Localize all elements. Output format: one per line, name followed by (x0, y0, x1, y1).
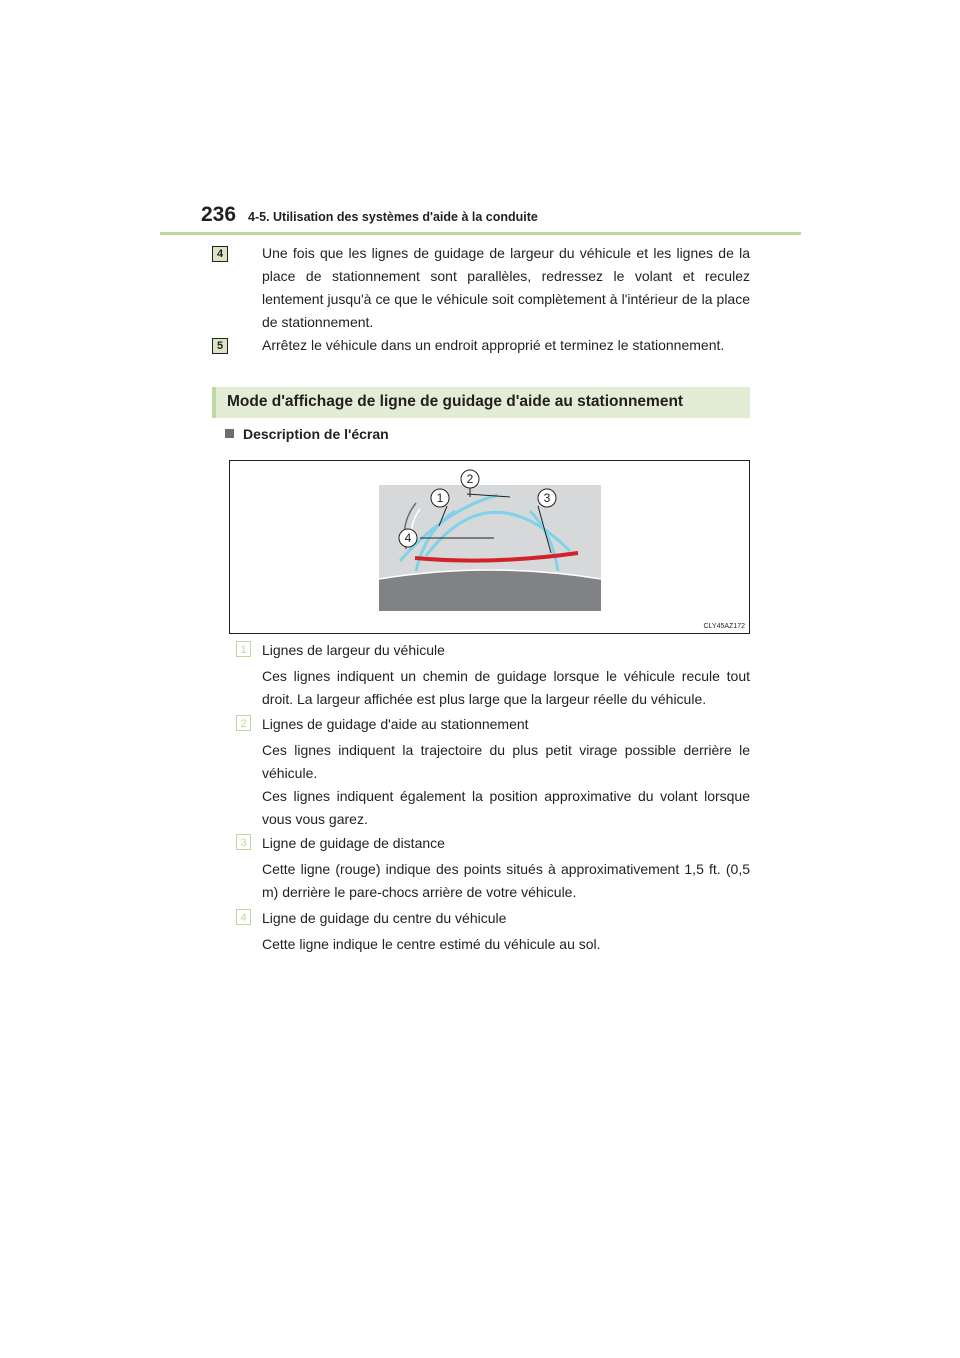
item-title: Lignes de guidage d'aide au stationnement (262, 716, 529, 732)
section-heading: Mode d'affichage de ligne de guidage d'aide au stationnement (227, 393, 684, 410)
step-4 (212, 242, 750, 334)
step-5 (212, 334, 750, 357)
subheading-text: Description de l'écran (243, 426, 389, 442)
bumper-shape (379, 570, 601, 611)
step-number: 4 (212, 246, 228, 262)
section-title: 4-5. Utilisation des systèmes d'aide à la conduite (248, 210, 538, 224)
item-1 (236, 639, 750, 711)
header-divider (160, 232, 801, 235)
item-number: 1 (236, 641, 251, 657)
figure-code: CLY45AZ172 (703, 623, 745, 630)
item-4 (236, 907, 750, 956)
item-number: 4 (236, 909, 251, 925)
camera-screen-illustration (230, 461, 751, 635)
item-number: 3 (236, 834, 251, 850)
callout-label-2: 2 (466, 472, 474, 486)
callout-label-4: 4 (404, 531, 412, 545)
item-number: 2 (236, 715, 251, 731)
section-heading-box (212, 387, 750, 418)
item-description: Cette ligne (rouge) indique des points situés à approximativement 1,5 ft. (0,5 m) derrière le pare-chocs arrière de votre véhicule. (262, 861, 750, 900)
step-number: 5 (212, 338, 228, 354)
item-title: Ligne de guidage du centre du véhicule (262, 910, 507, 926)
item-description: Cette ligne indique le centre estimé du véhicule au sol. (262, 936, 601, 952)
item-description-2: Ces lignes indiquent également la position approximative du volant lorsque vous vous garez. (262, 788, 750, 827)
item-title: Lignes de largeur du véhicule (262, 642, 445, 658)
callout-label-1: 1 (436, 491, 444, 505)
subheading (225, 426, 389, 442)
bullet-square-icon (225, 429, 234, 438)
item-title: Ligne de guidage de distance (262, 835, 445, 851)
page-number: 236 (201, 203, 237, 226)
step-text: Une fois que les lignes de guidage de largeur du véhicule et les lignes de la place de stationnement sont parallèles, redressez le volant et reculez lentement jusqu'à ce que le véhicule soit complètement à l'intérieur de la place de stationnement. (262, 245, 750, 330)
step-text: Arrêtez le véhicule dans un endroit approprié et terminez le stationnement. (262, 337, 725, 353)
item-description: Ces lignes indiquent un chemin de guidage lorsque le véhicule recule tout droit. La largeur affichée est plus large que la largeur réelle du véhicule. (262, 668, 750, 707)
item-description: Ces lignes indiquent la trajectoire du plus petit virage possible derrière le véhicule. (262, 742, 750, 781)
item-3 (236, 832, 750, 904)
camera-screen-figure (229, 460, 750, 634)
item-2 (236, 713, 750, 831)
callout-label-3: 3 (543, 491, 551, 505)
